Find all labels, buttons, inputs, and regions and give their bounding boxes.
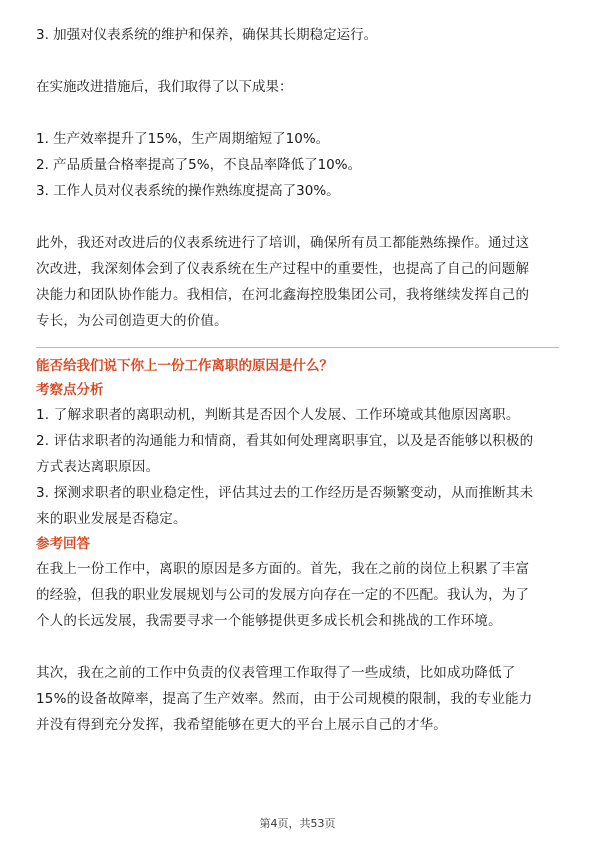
- answer-line: 的经验，但我的职业发展规划与公司的发展方向存在一定的不匹配。我认为，为了: [36, 587, 530, 603]
- document-page: [36, 22, 559, 738]
- analysis-point-2-cont: 方式表达离职原因。: [36, 459, 160, 475]
- closing-paragraph: [36, 230, 559, 334]
- closing-line: 专长，为公司创造更大的价值。: [36, 313, 228, 329]
- answer-paragraph-2: [36, 660, 559, 738]
- analysis-points: [36, 402, 559, 532]
- result-item-2: 2. 产品质量合格率提高了5%，不良品率降低了10%。: [36, 157, 362, 173]
- closing-line: 此外，我还对改进后的仪表系统进行了培训，确保所有员工都能熟练操作。通过这: [36, 235, 530, 251]
- answer-paragraph-1: [36, 556, 559, 634]
- answer-line: 在我上一份工作中，离职的原因是多方面的。首先，我在之前的岗位上积累了丰富: [36, 561, 530, 577]
- analysis-point-2: 2. 评估求职者的沟通能力和情商，看其如何处理离职事宜，以及是否能够以积极的: [36, 433, 534, 449]
- analysis-point-3-cont: 来的职业发展是否稳定。: [36, 511, 187, 527]
- interview-question: 能否给我们说下你上一份工作离职的原因是什么？: [36, 358, 333, 374]
- section-divider: [36, 347, 559, 348]
- answer-line: 15%的设备故障率，提高了生产效率。然而，由于公司规模的限制，我的专业能力: [36, 691, 533, 707]
- closing-line: 决能力和团队协作能力。我相信，在河北鑫海控股集团公司，我将继续发挥自己的: [36, 287, 530, 303]
- answer-line: 并没有得到充分发挥，我希望能够在更大的平台上展示自己的才华。: [36, 717, 447, 733]
- result-item-3: 3. 工作人员对仪表系统的操作熟练度提高了30%。: [36, 183, 340, 199]
- answer-heading: 参考回答: [36, 536, 90, 552]
- answer-line: 个人的长远发展，我需要寻求一个能够提供更多成长机会和挑战的工作环境。: [36, 613, 502, 629]
- analysis-point-3: 3. 探测求职者的职业稳定性，评估其过去的工作经历是否频繁变动，从而推断其未: [36, 485, 534, 501]
- results-intro: 在实施改进措施后，我们取得了以下成果：: [36, 79, 293, 95]
- improvement-item-3: 3. 加强对仪表系统的维护和保养，确保其长期稳定运行。: [36, 27, 378, 43]
- result-item-1: 1. 生产效率提升了15%，生产周期缩短了10%。: [36, 131, 330, 147]
- analysis-point-1: 1. 了解求职者的离职动机，判断其是否因个人发展、工作环境或其他原因离职。: [36, 407, 520, 423]
- answer-line: 其次，我在之前的工作中负责的仪表管理工作取得了一些成绩，比如成功降低了: [36, 665, 516, 681]
- analysis-heading: 考察点分析: [36, 382, 104, 398]
- closing-line: 次改进，我深刻体会到了仪表系统在生产过程中的重要性，也提高了自己的问题解: [36, 261, 530, 277]
- page-number: 第4页，共53页: [259, 817, 336, 830]
